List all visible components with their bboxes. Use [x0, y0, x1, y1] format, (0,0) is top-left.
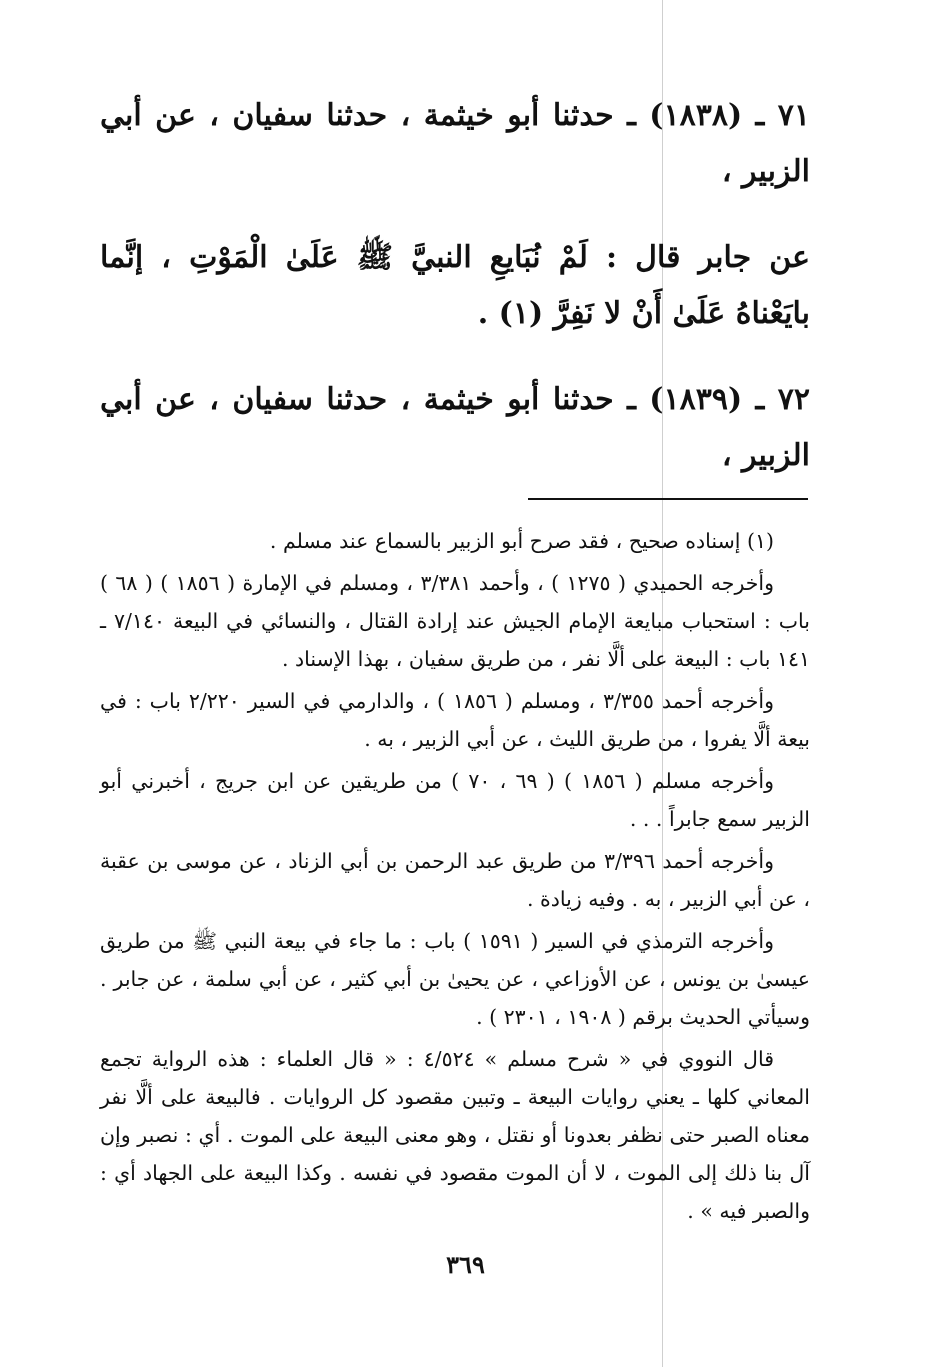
footnote-paragraph: وأخرجه أحمد ٣/٣٩٦ من طريق عبد الرحمن بن أبي الزناد ، عن موسى بن عقبة ، عن أبي الزبير ، به . وفيه زيادة . — [100, 849, 810, 911]
footnote-paragraph: وأخرجه أحمد ٣/٣٥٥ ، ومسلم ( ١٨٥٦ ) ، والدارمي في السير ٢/٢٢٠ باب : في بيعة ألَّا يفروا ، من طريق الليث ، عن أبي الزبير ، به . — [100, 689, 810, 751]
footnotes — [100, 522, 810, 1234]
footnote-paragraph: قال النووي في « شرح مسلم » ٤/٥٢٤ : « قال العلماء : هذه الرواية تجمع المعاني كلها ـ يعني روايات البيعة ـ وتبين مقصود كل الروايات . فالبيعة على ألَّا نفر معناه الصبر حتى نظفر بعدونا أو نقتل ، وهو معنى البيعة على الموت . أي : نصبر وإن آل بنا ذلك إلى الموت ، لا أن الموت مقصود في نفسه . وكذا البيعة على الجهاد أي : والصبر فيه » . — [100, 1047, 810, 1223]
footnote-divider — [528, 498, 808, 500]
footnote-paragraph: وأخرجه مسلم ( ١٨٥٦ ) ( ٦٩ ، ٧٠ ) من طريقين عن ابن جريج ، أخبرني أبو الزبير سمع جابراً . . . — [100, 769, 810, 831]
footnote-paragraph: وأخرجه الحميدي ( ١٢٧٥ ) ، وأحمد ٣/٣٨١ ، ومسلم في الإمارة ( ١٨٥٦ ) ( ٦٨ ) باب : استحباب مبايعة الإمام الجيش عند إرادة القتال ، والنسائي في البيعة ٧/١٤٠ ـ ١٤١ باب : البيعة على ألَّا نفر ، من طريق سفيان ، بهذا الإسناد . — [100, 571, 810, 671]
hadith-71-matn: عن جابر قال : لَمْ نُبَايعِ النبيَّ ﷺ عَلَىٰ الْمَوْتِ ، إنَّما بايَعْناهُ عَلَىٰ أَنْ لا نَفِرَّ (١) . — [100, 240, 810, 331]
footnote-paragraph: وأخرجه الترمذي في السير ( ١٥٩١ ) باب : ما جاء في بيعة النبي ﷺ من طريق عيسىٰ بن يونس ، عن الأوزاعي ، عن يحيىٰ بن أبي كثير ، عن أبي سلمة ، عن جابر . وسيأتي الحديث برقم ( ١٩٠٨ ، ٢٣٠١ ) . — [100, 929, 810, 1029]
main-text — [100, 88, 810, 514]
page-number: ٣٦٩ — [446, 1250, 485, 1279]
footnote-1: (١) إسناده صحيح ، فقد صرح أبو الزبير بالسماع عند مسلم . — [269, 529, 774, 553]
hadith-71-isnad: ٧١ ـ (١٨٣٨) ـ حدثنا أبو خيثمة ، حدثنا سفيان ، عن أبي الزبير ، — [100, 98, 811, 189]
hadith-72-isnad: ٧٢ ـ (١٨٣٩) ـ حدثنا أبو خيثمة ، حدثنا سفيان ، عن أبي الزبير ، — [100, 382, 811, 473]
